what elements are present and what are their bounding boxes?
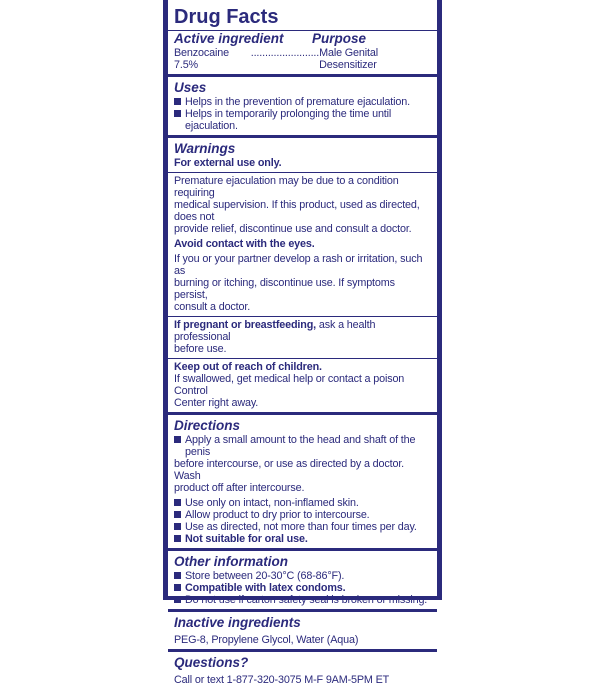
children-warning: Keep out of reach of children.	[174, 361, 322, 373]
other-item	[174, 582, 431, 594]
external-use-warning: For external use only.	[174, 157, 282, 169]
questions-header: Questions?	[174, 655, 249, 670]
bullet-square-icon	[174, 511, 181, 518]
bullet-square-icon	[174, 584, 181, 591]
apply-line-2: before intercourse, or use as directed by a doctor. Wash	[174, 458, 405, 482]
directions-item	[174, 497, 431, 509]
directions-item-text: Allow product to dry prior to intercourse.	[185, 509, 370, 521]
bullet-square-icon	[174, 523, 181, 530]
rash-line-3: consult a doctor.	[174, 301, 251, 313]
swallow-line-2: Center right away.	[174, 397, 259, 409]
inactive-ingredients-text: PEG-8, Propylene Glycol, Water (Aqua)	[174, 634, 359, 646]
ingredient-purpose: Male Genital Desensitizer	[319, 47, 378, 71]
swallow-line-1: If swallowed, get medical help or contact a poison Control	[174, 373, 405, 397]
bullet-square-icon	[174, 110, 181, 117]
premature-line-1: Premature ejaculation may be due to a condition requiring	[174, 175, 399, 199]
pregnant-bold: If pregnant or breastfeeding,	[174, 319, 317, 331]
inactive-ingredients-section	[168, 609, 437, 649]
other-information-header: Other information	[174, 554, 288, 569]
directions-header: Directions	[174, 418, 241, 433]
other-information-section	[168, 548, 437, 609]
bullet-square-icon	[174, 499, 181, 506]
latex-text: Compatible with latex condoms.	[185, 582, 346, 594]
active-ingredient-label: Active ingredient	[174, 31, 284, 46]
questions-text: Call or text 1-877-320-3075 M-F 9AM-5PM ET	[174, 674, 390, 686]
warnings-divider	[168, 316, 437, 317]
questions-section	[168, 649, 437, 689]
uses-item-text: Helps in the prevention of premature ejaculation.	[185, 96, 410, 108]
pregnant-line-2: before use.	[174, 343, 227, 355]
rash-line-2: burning or itching, discontinue use. If symptoms persist,	[174, 277, 395, 301]
premature-line-3: provide relief, discontinue use and consult a doctor.	[174, 223, 412, 235]
apply-line-3: product off after intercourse.	[174, 482, 305, 494]
bullet-square-icon	[174, 98, 181, 105]
warnings-divider	[168, 358, 437, 359]
pregnant-rest: ask a health professional	[174, 319, 376, 343]
directions-item-text: Use as directed, not more than four times per day.	[185, 521, 417, 533]
ingredient-name: Benzocaine 7.5%	[174, 47, 229, 71]
pregnant-line-1	[174, 319, 431, 343]
storage-text: Store between 20-30°C (68-86°F).	[185, 570, 345, 582]
uses-item-text: Helps in temporarily prolonging the time until ejaculation.	[185, 108, 392, 132]
directions-item	[174, 533, 431, 545]
apply-text	[185, 434, 431, 458]
uses-section	[168, 74, 437, 135]
active-ingredient-row	[174, 47, 431, 71]
warnings-divider	[168, 172, 437, 173]
directions-section	[168, 412, 437, 548]
directions-item-text: Use only on intact, non-inflamed skin.	[185, 497, 359, 509]
other-item	[174, 594, 431, 606]
active-ingredient-header	[174, 31, 431, 47]
warnings-header: Warnings	[174, 141, 236, 156]
apply-line-1: Apply a small amount to the head and shaft of the penis	[185, 434, 416, 458]
directions-item	[174, 521, 431, 533]
uses-item	[174, 96, 431, 108]
inactive-ingredients-header: Inactive ingredients	[174, 615, 301, 630]
premature-line-2: medical supervision. If this product, used as directed, does not	[174, 199, 420, 223]
rash-line-1: If you or your partner develop a rash or irritation, such as	[174, 253, 423, 277]
uses-header: Uses	[174, 80, 207, 95]
uses-item	[174, 108, 431, 132]
other-item	[174, 570, 431, 582]
seal-text: Do not use if carton safety seal is broken or missing.	[185, 594, 428, 606]
title-section	[168, 0, 437, 74]
bullet-square-icon	[174, 436, 181, 443]
dot-leader: ........................	[250, 47, 320, 59]
bullet-square-icon	[174, 572, 181, 579]
directions-item	[174, 509, 431, 521]
bullet-square-icon	[174, 596, 181, 603]
drug-facts-title: Drug Facts	[174, 6, 279, 28]
directions-item	[174, 434, 431, 458]
bullet-square-icon	[174, 535, 181, 542]
drug-facts-panel	[163, 0, 442, 686]
oral-warning: Not suitable for oral use.	[185, 533, 308, 545]
eyes-warning: Avoid contact with the eyes.	[174, 238, 315, 250]
purpose-label: Purpose	[312, 31, 367, 46]
warnings-section	[168, 135, 437, 412]
